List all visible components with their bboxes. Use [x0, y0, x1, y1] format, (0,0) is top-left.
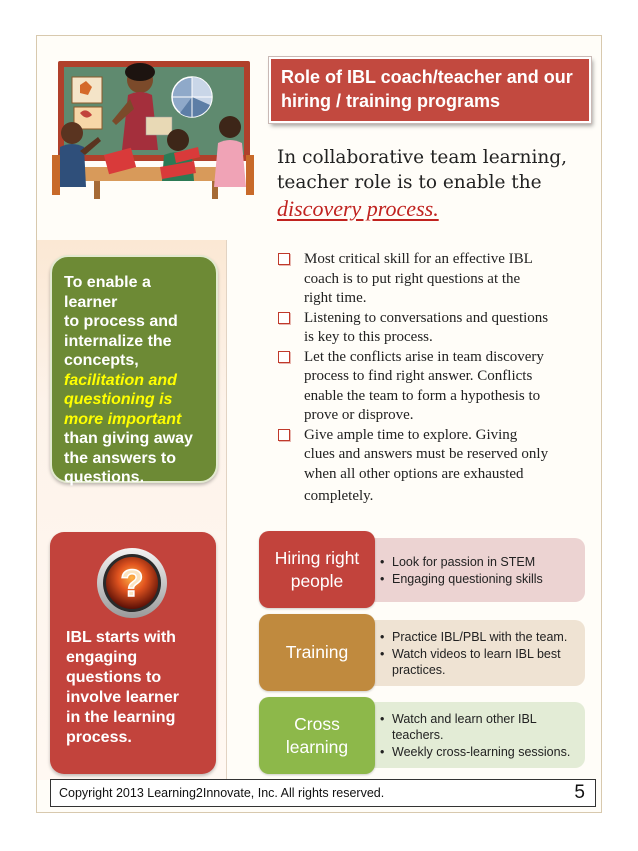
intro-line-1: In collaborative team learning,: [277, 147, 567, 168]
checkbox-bullet-icon: [278, 253, 290, 265]
training-label: [259, 614, 375, 691]
bullet-line: Listening to conversations and questions: [304, 309, 549, 326]
bullet-line: enable the team to form a hypothesis to: [304, 387, 541, 404]
checkbox-bullet-icon: [278, 312, 290, 324]
bullet-item: [276, 250, 586, 309]
detail-item: • Watch videos to learn IBL best practices.: [380, 646, 585, 678]
label-line: Training: [285, 642, 349, 662]
questions-callout: [50, 532, 216, 774]
checkbox-bullet-icon: [278, 429, 290, 441]
callout-line: engaging: [66, 649, 138, 666]
bullet-item: [276, 348, 586, 426]
callout-line: involve learner: [66, 689, 179, 706]
page-title: [269, 57, 591, 123]
title-line-2: hiring / training programs: [281, 91, 501, 111]
cross-learning-details: [352, 702, 585, 768]
facilitation-callout: [50, 255, 218, 486]
hiring-label: [259, 531, 375, 608]
cross-learning-label: [259, 697, 375, 774]
vertical-divider: [226, 240, 227, 780]
callout-line: concepts,: [64, 352, 139, 369]
checkbox-bullet-icon: [278, 351, 290, 363]
detail-item: • Look for passion in STEM: [380, 554, 585, 570]
callout-line: process.: [66, 729, 132, 746]
callout-line: in the learning: [66, 709, 176, 726]
callout-line: than giving away: [64, 430, 193, 447]
callout-highlight: more important: [64, 410, 182, 428]
callout-line: internalize the: [64, 332, 172, 350]
bullet-line: coach is to put right questions at the: [304, 270, 521, 287]
callout-line: questions.: [64, 469, 145, 486]
bullet-line: right time.: [304, 290, 367, 306]
intro-text: [277, 145, 597, 223]
bullet-line: Most critical skill for an effective IBL: [304, 251, 533, 267]
callout-highlight: questioning is: [64, 391, 173, 408]
label-line: learning: [285, 736, 349, 757]
label-line: Hiring right: [274, 547, 360, 568]
bullet-line: Give ample time to explore. Giving: [304, 426, 518, 443]
intro-line-2: teacher role is to enable the: [277, 172, 542, 193]
callout-line: To enable a learner: [64, 274, 151, 311]
bullet-item: [276, 426, 586, 507]
footer: [50, 779, 596, 807]
callout-highlight: facilitation and: [64, 371, 177, 389]
question-mark-icon: [95, 546, 169, 620]
classroom-illustration: [50, 55, 255, 205]
callout-line: the answers to: [64, 449, 177, 467]
detail-item: • Practice IBL/PBL with the team.: [380, 629, 585, 645]
detail-item: • Weekly cross-learning sessions.: [380, 744, 585, 760]
copyright-text: Copyright 2013 Learning2Innovate, Inc. All rights reserved.: [59, 786, 385, 800]
bullet-line: process to find right answer. Conflicts: [304, 368, 533, 384]
bullet-line: completely.: [304, 488, 374, 504]
page-number: 5: [574, 782, 585, 803]
bullet-line: clues and answers must be reserved only: [304, 446, 549, 462]
hiring-details: [352, 538, 585, 602]
callout-line: to process and: [64, 313, 178, 330]
bullet-line: prove or disprove.: [304, 407, 414, 423]
bullet-line: when all other options are exhausted: [304, 465, 524, 482]
bullet-item: [276, 309, 586, 348]
intro-highlight: discovery process.: [277, 196, 439, 221]
callout-line: IBL starts with: [66, 629, 176, 646]
detail-item: • Watch and learn other IBL teachers.: [380, 711, 585, 743]
detail-item: • Engaging questioning skills: [380, 571, 585, 587]
svg-text:?: ?: [120, 563, 144, 605]
label-line: Cross: [294, 713, 340, 734]
callout-line: questions to: [66, 669, 162, 686]
label-line: people: [290, 570, 344, 591]
title-line-1: Role of IBL coach/teacher and our: [281, 67, 573, 87]
bullet-list: [276, 250, 586, 507]
training-details: [352, 620, 585, 686]
bullet-line: Let the conflicts arise in team discovery: [304, 348, 544, 365]
bullet-line: is key to this process.: [304, 329, 433, 345]
